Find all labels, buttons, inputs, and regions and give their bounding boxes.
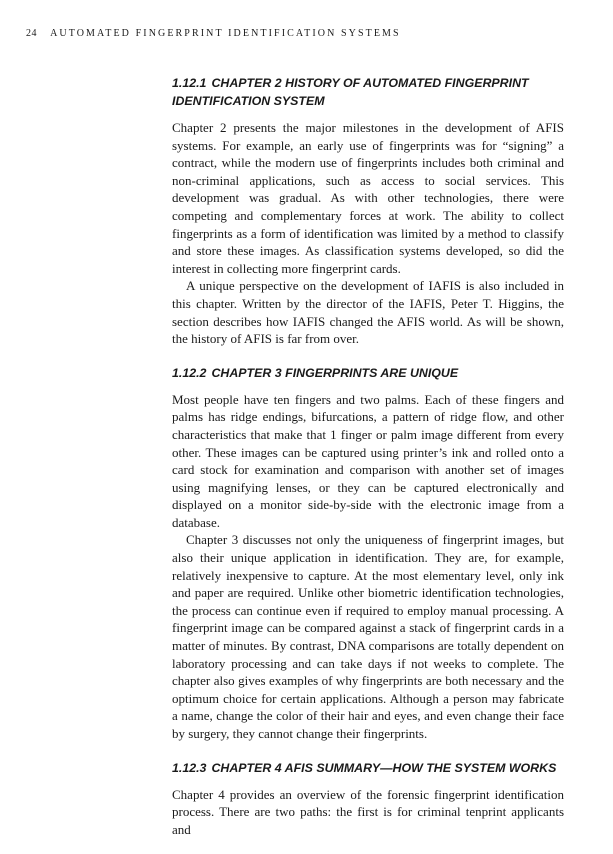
section-title: CHAPTER 2 HISTORY OF AUTOMATED FINGERPRINT IDENTIFICATION SYSTEM [172, 76, 529, 108]
section-number: 1.12.1 [172, 76, 207, 90]
paragraph: Chapter 4 provides an overview of the forensic fingerprint identification process. There are two paths: the first is for criminal tenprint applicants and [172, 786, 564, 837]
page-number: 24 [26, 28, 37, 39]
running-head-title: AUTOMATED FINGERPRINT IDENTIFICATION SYSTEMS [50, 28, 401, 39]
page-body [172, 74, 564, 854]
section-number: 1.12.3 [172, 760, 207, 775]
section-heading [172, 74, 564, 110]
section-number: 1.12.2 [172, 365, 207, 380]
section-1-12-1 [172, 74, 564, 348]
paragraph: Chapter 2 presents the major milestones in the development of AFIS systems. For example, an early use of fingerprints was for “signing” a contract, while the modern use of fingerprints includes both criminal and non-criminal applications, such as access to social services. This development was gradual. As with other technologies, there were competing and complementary forces at work. The ability to collect fingerprints as a form of identification was limited by a method to classify and store these images. As classification systems developed, so did the interest in collecting more fingerprint cards. [172, 120, 564, 276]
paragraph: Chapter 3 discusses not only the uniqueness of fingerprint images, but also their unique application in identification. They are, for example, relatively inexpensive to capture. At the most elementary level, only ink and paper are required. Unlike other biometric identification technologies, the process can continue even if required to employ manual processing. A fingerprint image can be compared against a stack of fingerprint cards in a matter of minutes. By contrast, DNA comparisons are totally dependent on laboratory processing and can take days if not weeks to complete. The chapter also gives examples of why fingerprints are both necessary and the optimum choice for certain applications. Although a person may fabricate a name, change the color of their hair and eyes, and even change their face by surgery, they cannot change their fingerprints. [172, 532, 564, 741]
section-heading [172, 759, 564, 777]
running-head [26, 28, 401, 39]
paragraph: Most people have ten fingers and two palms. Each of these fingers and palms has ridge endings, bifurcations, a pattern of ridge flow, and other characteristics that make that 1 finger or palm image different from every other. These images can be captured using printer’s ink and rolled onto a card stock for examination and comparison with another set of images using magnifying lenses, or they can be captured electronically and displayed on a monitor side-by-side with the electronic image from a database. [172, 391, 564, 530]
section-1-12-3 [172, 759, 564, 839]
paragraph: A unique perspective on the development of IAFIS is also included in this chapter. Written by the director of the IAFIS, Peter T. Higgins, the section describes how IAFIS changed the AFIS world. As will be shown, the history of AFIS is far from over. [172, 278, 564, 347]
section-1-12-2 [172, 364, 564, 743]
section-heading [172, 364, 564, 382]
section-title: CHAPTER 3 FINGERPRINTS ARE UNIQUE [211, 365, 459, 380]
section-title: CHAPTER 4 AFIS SUMMARY—HOW THE SYSTEM WORKS [211, 760, 557, 775]
